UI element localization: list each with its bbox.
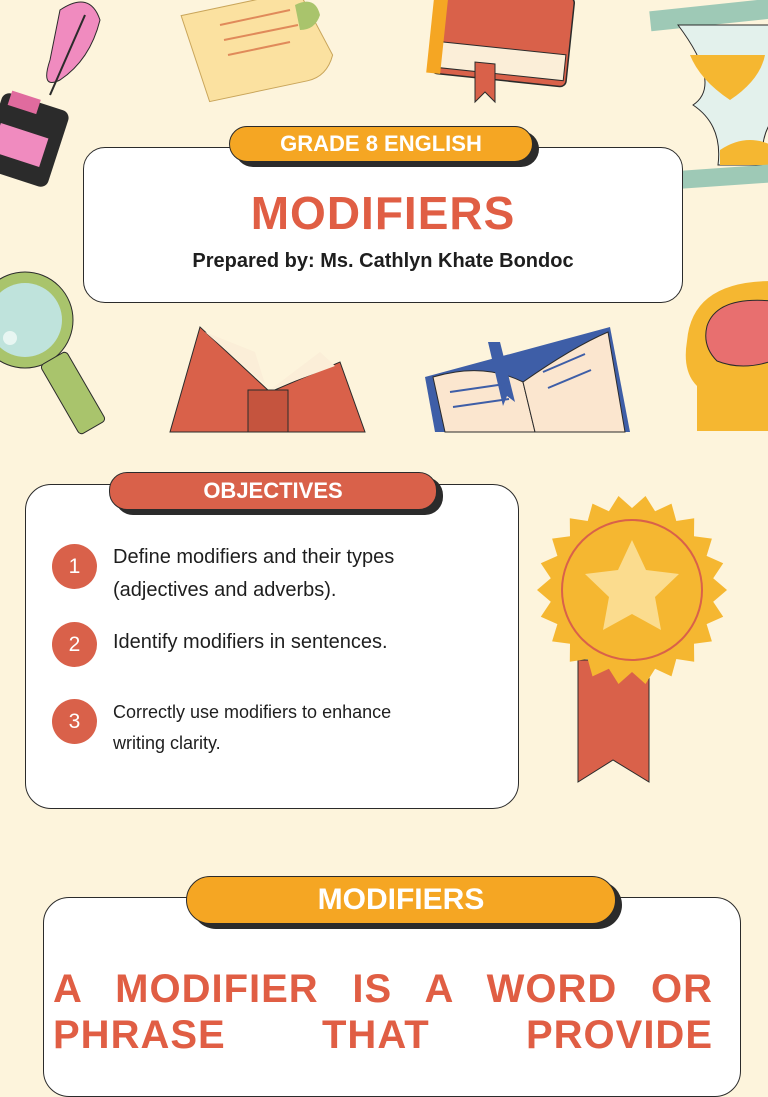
objective-text-3-line2: writing clarity. bbox=[113, 733, 221, 753]
objective-text-3 bbox=[113, 697, 391, 759]
objectives-heading: OBJECTIVES bbox=[109, 472, 437, 510]
objective-number-3: 3 bbox=[52, 699, 97, 744]
open-book-red-icon bbox=[170, 322, 370, 432]
objective-text-2-line1: Identify modifiers in sentences. bbox=[113, 631, 388, 653]
objective-text-1-line1: Define modifiers and their types bbox=[113, 546, 395, 568]
modifier-definition: A MODIFIER IS A WORD OR PHRASE THAT PROVIDE bbox=[53, 967, 713, 1057]
brain-head-icon bbox=[682, 281, 768, 431]
magnifying-glass-icon bbox=[0, 268, 120, 433]
open-book-icon bbox=[425, 322, 640, 432]
objective-text-3-line1: Correctly use modifiers to enhance bbox=[113, 702, 392, 722]
objective-item-3 bbox=[52, 697, 391, 759]
grade-label-pill: GRADE 8 ENGLISH bbox=[229, 126, 533, 162]
objective-text-2 bbox=[113, 626, 388, 659]
objective-number-1: 1 bbox=[52, 544, 97, 589]
page-title: MODIFIERS bbox=[250, 187, 516, 239]
objective-item-2 bbox=[52, 622, 388, 667]
book-icon bbox=[430, 0, 580, 110]
modifiers-heading: MODIFIERS bbox=[186, 876, 616, 924]
objective-item-1 bbox=[52, 541, 394, 607]
objective-text-1-line2: (adjectives and adverbs). bbox=[113, 579, 337, 601]
objective-text-1 bbox=[113, 541, 394, 607]
scroll-icon bbox=[180, 0, 360, 110]
award-medal-icon bbox=[532, 490, 732, 790]
objective-number-2: 2 bbox=[52, 622, 97, 667]
prepared-by-text: Prepared by: Ms. Cathlyn Khate Bondoc bbox=[192, 250, 574, 272]
